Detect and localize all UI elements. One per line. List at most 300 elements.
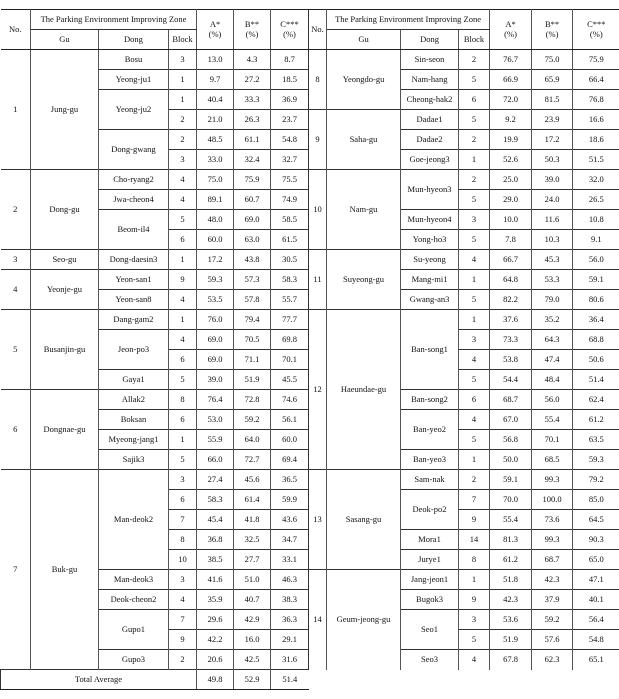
- block-number: 9: [169, 270, 197, 290]
- value-c: 61.2: [573, 410, 619, 430]
- block-number: 3: [169, 50, 197, 70]
- value-c: 58.3: [271, 270, 309, 290]
- zone-number: 12: [309, 310, 327, 470]
- zone-number: 8: [309, 50, 327, 110]
- value-b: 73.6: [532, 510, 573, 530]
- value-a: 42.2: [197, 630, 234, 650]
- value-b: 55.4: [532, 410, 573, 430]
- value-a: 76.4: [197, 390, 234, 410]
- value-a: 10.0: [490, 210, 532, 230]
- dong-name: Yeong-ju1: [99, 70, 169, 90]
- value-b: 47.4: [532, 350, 573, 370]
- block-number: 3: [169, 150, 197, 170]
- value-a: 76.7: [490, 50, 532, 70]
- value-c: 30.5: [271, 250, 309, 270]
- value-a: 59.1: [490, 470, 532, 490]
- gu-name: Seo-gu: [31, 250, 99, 270]
- dong-name: Mang-mi1: [401, 270, 459, 290]
- dong-name: Yeon-san1: [99, 270, 169, 290]
- value-c: 59.9: [271, 490, 309, 510]
- block-number: 4: [169, 170, 197, 190]
- value-c: 43.6: [271, 510, 309, 530]
- value-a: 20.6: [197, 650, 234, 670]
- block-number: 1: [459, 570, 490, 590]
- dong-name: Ban-song2: [401, 390, 459, 410]
- header-no-left: No.: [1, 10, 31, 50]
- value-c: 45.5: [271, 370, 309, 390]
- value-b: 72.8: [234, 390, 271, 410]
- value-c: 61.5: [271, 230, 309, 250]
- value-a: 9.7: [197, 70, 234, 90]
- dong-name: Dang-gam2: [99, 310, 169, 330]
- value-c: 85.0: [573, 490, 619, 510]
- dong-name: Gwang-an3: [401, 290, 459, 310]
- value-b: 61.1: [234, 130, 271, 150]
- value-a: 29.0: [490, 190, 532, 210]
- dong-name: Sam-nak: [401, 470, 459, 490]
- parking-zone-table-container: [0, 9, 619, 690]
- block-number: 4: [459, 350, 490, 370]
- dong-name: Gaya1: [99, 370, 169, 390]
- gu-name: Dong-gu: [31, 170, 99, 250]
- total-average-b: 52.9: [234, 670, 271, 690]
- dong-name: Dong-gwang: [99, 130, 169, 170]
- header-a-left: A* (%): [197, 10, 234, 50]
- value-a: 69.0: [197, 350, 234, 370]
- value-c: 33.1: [271, 550, 309, 570]
- table-header: [1, 10, 619, 50]
- block-number: 3: [459, 330, 490, 350]
- zone-number: 2: [1, 170, 31, 250]
- block-number: 2: [169, 130, 197, 150]
- dong-name: Nam-hang: [401, 70, 459, 90]
- value-c: 60.0: [271, 430, 309, 450]
- dong-name: Allak2: [99, 390, 169, 410]
- value-c: 74.9: [271, 190, 309, 210]
- dong-name: Beom-il4: [99, 210, 169, 250]
- block-number: 4: [169, 290, 197, 310]
- block-number: 2: [459, 470, 490, 490]
- block-number: 4: [459, 650, 490, 670]
- block-number: 1: [459, 310, 490, 330]
- dong-name: Su-yeong: [401, 250, 459, 270]
- value-b: 51.9: [234, 370, 271, 390]
- value-a: 70.0: [490, 490, 532, 510]
- gu-name: Sasang-gu: [327, 470, 401, 570]
- value-c: 62.4: [573, 390, 619, 410]
- value-a: 64.8: [490, 270, 532, 290]
- value-b: 43.8: [234, 250, 271, 270]
- value-c: 34.7: [271, 530, 309, 550]
- table-row: [1, 170, 619, 190]
- value-a: 29.6: [197, 610, 234, 630]
- table-row: [1, 250, 619, 270]
- value-b: 56.0: [532, 390, 573, 410]
- block-number: 1: [169, 430, 197, 450]
- dong-name: Man-deok2: [99, 470, 169, 570]
- block-number: 9: [459, 510, 490, 530]
- value-a: 53.8: [490, 350, 532, 370]
- total-average-c: 51.4: [271, 670, 309, 690]
- value-b: 48.4: [532, 370, 573, 390]
- value-b: 41.8: [234, 510, 271, 530]
- value-b: 45.6: [234, 470, 271, 490]
- value-a: 48.5: [197, 130, 234, 150]
- gu-name: Busanjin-gu: [31, 310, 99, 390]
- block-number: 6: [459, 90, 490, 110]
- value-a: 72.0: [490, 90, 532, 110]
- value-c: 79.2: [573, 470, 619, 490]
- value-b: 51.0: [234, 570, 271, 590]
- value-a: 55.4: [490, 510, 532, 530]
- value-b: 27.2: [234, 70, 271, 90]
- value-b: 37.9: [532, 590, 573, 610]
- block-number: 4: [459, 410, 490, 430]
- value-a: 45.4: [197, 510, 234, 530]
- block-number: 5: [459, 110, 490, 130]
- parking-zone-table: [0, 9, 619, 690]
- value-b: 57.8: [234, 290, 271, 310]
- block-number: 3: [459, 210, 490, 230]
- zone-number: 6: [1, 390, 31, 470]
- value-c: 56.0: [573, 250, 619, 270]
- dong-name: Dong-daesin3: [99, 250, 169, 270]
- value-b: 62.3: [532, 650, 573, 670]
- block-number: 5: [459, 630, 490, 650]
- dong-name: Ban-yeo3: [401, 450, 459, 470]
- value-a: 48.0: [197, 210, 234, 230]
- value-b: 60.7: [234, 190, 271, 210]
- value-a: 25.0: [490, 170, 532, 190]
- block-number: 6: [169, 230, 197, 250]
- block-number: 4: [169, 590, 197, 610]
- header-dong-right: Dong: [401, 30, 459, 50]
- value-a: 66.7: [490, 250, 532, 270]
- block-number: 5: [459, 230, 490, 250]
- table-row: [1, 670, 619, 690]
- header-zone-left: The Parking Environment Improving Zone: [31, 10, 197, 30]
- value-c: 18.5: [271, 70, 309, 90]
- zone-number: 3: [1, 250, 31, 270]
- gu-name: Haeundae-gu: [327, 310, 401, 470]
- value-a: 35.9: [197, 590, 234, 610]
- block-number: 6: [169, 490, 197, 510]
- dong-name: Sin-seon: [401, 50, 459, 70]
- dong-name: Jwa-cheon4: [99, 190, 169, 210]
- header-block-left: Block: [169, 30, 197, 50]
- value-a: 73.3: [490, 330, 532, 350]
- value-b: 32.4: [234, 150, 271, 170]
- block-number: 5: [459, 70, 490, 90]
- block-number: 4: [459, 250, 490, 270]
- block-number: 6: [459, 390, 490, 410]
- value-c: 75.5: [271, 170, 309, 190]
- dong-name: Cho-ryang2: [99, 170, 169, 190]
- zone-number: 11: [309, 250, 327, 310]
- value-b: 4.3: [234, 50, 271, 70]
- value-a: 13.0: [197, 50, 234, 70]
- block-number: 5: [459, 190, 490, 210]
- value-a: 51.9: [490, 630, 532, 650]
- value-c: 9.1: [573, 230, 619, 250]
- value-a: 7.8: [490, 230, 532, 250]
- block-number: 2: [459, 130, 490, 150]
- value-b: 57.6: [532, 630, 573, 650]
- value-b: 65.9: [532, 70, 573, 90]
- table-row: [1, 310, 619, 330]
- value-b: 72.7: [234, 450, 271, 470]
- value-b: 71.1: [234, 350, 271, 370]
- header-c-right: C*** (%): [573, 10, 619, 50]
- value-a: 56.8: [490, 430, 532, 450]
- value-c: 51.5: [573, 150, 619, 170]
- value-c: 26.5: [573, 190, 619, 210]
- block-number: 5: [169, 450, 197, 470]
- value-b: 70.5: [234, 330, 271, 350]
- value-c: 90.3: [573, 530, 619, 550]
- gu-name: Yeonje-gu: [31, 270, 99, 310]
- value-c: 76.8: [573, 90, 619, 110]
- value-b: 75.0: [532, 50, 573, 70]
- header-gu-left: Gu: [31, 30, 99, 50]
- value-b: 57.3: [234, 270, 271, 290]
- dong-name: Dadae1: [401, 110, 459, 130]
- table-row: [1, 470, 619, 490]
- value-b: 26.3: [234, 110, 271, 130]
- gu-name: Saha-gu: [327, 110, 401, 170]
- gu-name: Suyeong-gu: [327, 250, 401, 310]
- block-number: 5: [459, 290, 490, 310]
- block-number: 2: [169, 110, 197, 130]
- value-c: 54.8: [271, 130, 309, 150]
- dong-name: Yong-ho3: [401, 230, 459, 250]
- block-number: 2: [169, 650, 197, 670]
- gu-name: Dongnae-gu: [31, 390, 99, 470]
- dong-name: Jurye1: [401, 550, 459, 570]
- value-a: 69.0: [197, 330, 234, 350]
- block-number: 5: [169, 370, 197, 390]
- value-c: 29.1: [271, 630, 309, 650]
- block-number: 1: [169, 70, 197, 90]
- dong-name: Ban-song1: [401, 310, 459, 390]
- block-number: 2: [459, 170, 490, 190]
- value-c: 65.1: [573, 650, 619, 670]
- value-a: 27.4: [197, 470, 234, 490]
- zone-number: 14: [309, 570, 327, 670]
- zone-number: 7: [1, 470, 31, 670]
- value-b: 69.0: [234, 210, 271, 230]
- header-b-left: B** (%): [234, 10, 271, 50]
- dong-name: Myeong-jang1: [99, 430, 169, 450]
- value-b: 81.5: [532, 90, 573, 110]
- dong-name: Sajik3: [99, 450, 169, 470]
- block-number: 14: [459, 530, 490, 550]
- value-a: 68.7: [490, 390, 532, 410]
- value-c: 59.1: [573, 270, 619, 290]
- value-b: 99.3: [532, 530, 573, 550]
- value-b: 59.2: [234, 410, 271, 430]
- value-b: 50.3: [532, 150, 573, 170]
- dong-name: Goe-jeong3: [401, 150, 459, 170]
- value-c: 32.0: [573, 170, 619, 190]
- value-a: 61.2: [490, 550, 532, 570]
- value-c: 63.5: [573, 430, 619, 450]
- value-b: 27.7: [234, 550, 271, 570]
- dong-name: Mun-hyeon3: [401, 170, 459, 210]
- value-b: 68.7: [532, 550, 573, 570]
- value-b: 59.2: [532, 610, 573, 630]
- block-number: 1: [169, 250, 197, 270]
- value-a: 51.8: [490, 570, 532, 590]
- value-a: 66.0: [197, 450, 234, 470]
- value-a: 21.0: [197, 110, 234, 130]
- value-c: 54.8: [573, 630, 619, 650]
- zone-number: 13: [309, 470, 327, 570]
- value-c: 32.7: [271, 150, 309, 170]
- value-c: 36.5: [271, 470, 309, 490]
- block-number: 1: [459, 150, 490, 170]
- value-b: 63.0: [234, 230, 271, 250]
- value-a: 53.6: [490, 610, 532, 630]
- value-b: 35.2: [532, 310, 573, 330]
- value-a: 40.4: [197, 90, 234, 110]
- value-b: 42.5: [234, 650, 271, 670]
- value-b: 24.0: [532, 190, 573, 210]
- value-a: 38.5: [197, 550, 234, 570]
- block-number: 10: [169, 550, 197, 570]
- value-c: 8.7: [284, 53, 295, 64]
- value-a: 9.2: [490, 110, 532, 130]
- value-c: 77.7: [271, 310, 309, 330]
- block-number: 5: [459, 370, 490, 390]
- block-number: 3: [169, 570, 197, 590]
- value-a: 36.8: [197, 530, 234, 550]
- block-number: 1: [459, 270, 490, 290]
- block-number: 6: [169, 410, 197, 430]
- block-number: 8: [459, 550, 490, 570]
- value-c: 80.6: [573, 290, 619, 310]
- value-c: 59.3: [573, 450, 619, 470]
- value-c: 36.9: [271, 90, 309, 110]
- value-a: 19.9: [490, 130, 532, 150]
- gu-name: Buk-gu: [31, 470, 99, 670]
- value-c: 31.6: [271, 650, 309, 670]
- value-a: 33.0: [197, 150, 234, 170]
- dong-name: Seo1: [401, 610, 459, 650]
- block-number: 1: [169, 310, 197, 330]
- value-c: 55.7: [271, 290, 309, 310]
- dong-name: Yeon-san8: [99, 290, 169, 310]
- block-number: 3: [459, 610, 490, 630]
- dong-name: Jeon-po3: [99, 330, 169, 370]
- value-b: 16.0: [234, 630, 271, 650]
- value-c: 66.4: [573, 70, 619, 90]
- value-b: 39.0: [532, 170, 573, 190]
- header-a-right: A* (%): [490, 10, 532, 50]
- value-a: 59.3: [197, 270, 234, 290]
- value-a: 39.0: [197, 370, 234, 390]
- block-number: 4: [169, 190, 197, 210]
- value-c: 50.6: [573, 350, 619, 370]
- value-c: 74.6: [271, 390, 309, 410]
- value-c: 38.3: [271, 590, 309, 610]
- dong-name: Seo3: [401, 650, 459, 670]
- zone-number: 9: [309, 110, 327, 170]
- value-b: 23.9: [532, 110, 573, 130]
- header-dong-left: Dong: [99, 30, 169, 50]
- value-a: 89.1: [197, 190, 234, 210]
- dong-name: Jang-jeon1: [401, 570, 459, 590]
- value-c: 58.5: [271, 210, 309, 230]
- dong-name: Cheong-hak2: [401, 90, 459, 110]
- gu-name: Geum-jeong-gu: [327, 570, 401, 670]
- dong-name: Mun-hyeon4: [401, 210, 459, 230]
- value-a: 67.8: [490, 650, 532, 670]
- value-c: 47.1: [573, 570, 619, 590]
- value-a: 60.0: [197, 230, 234, 250]
- dong-name: Gupo1: [99, 610, 169, 650]
- value-b: 75.9: [234, 170, 271, 190]
- value-c: 75.9: [588, 53, 604, 64]
- block-number: 8: [169, 390, 197, 410]
- value-b: 10.3: [532, 230, 573, 250]
- block-number: 3: [169, 470, 197, 490]
- dong-name: Bosu: [99, 50, 169, 70]
- value-a: 52.6: [490, 150, 532, 170]
- total-average-label: Total Average: [1, 670, 197, 690]
- value-c: 51.4: [573, 370, 619, 390]
- block-number: 9: [169, 630, 197, 650]
- header-no-right: No.: [309, 10, 327, 50]
- value-c: 16.6: [573, 110, 619, 130]
- block-number: 6: [169, 350, 197, 370]
- value-b: 99.3: [532, 470, 573, 490]
- dong-name: Bugok3: [401, 590, 459, 610]
- value-b: 70.1: [532, 430, 573, 450]
- value-b: 32.5: [234, 530, 271, 550]
- value-c: 36.4: [573, 310, 619, 330]
- value-a: 58.3: [197, 490, 234, 510]
- value-b: 11.6: [532, 210, 573, 230]
- value-c: 69.4: [271, 450, 309, 470]
- block-number: 4: [169, 330, 197, 350]
- value-a: 81.3: [490, 530, 532, 550]
- value-a: 75.0: [197, 170, 234, 190]
- value-c: 46.3: [271, 570, 309, 590]
- value-a: 41.6: [197, 570, 234, 590]
- header-c-left: C*** (%): [271, 10, 309, 50]
- total-average-a: 49.8: [197, 670, 234, 690]
- block-number: 1: [169, 90, 197, 110]
- table-body: [1, 50, 619, 690]
- zone-number: 5: [1, 310, 31, 390]
- dong-name: Gupo3: [99, 650, 169, 670]
- value-b: 40.7: [234, 590, 271, 610]
- value-a: 53.5: [197, 290, 234, 310]
- block-number: 7: [169, 610, 197, 630]
- value-a: 55.9: [197, 430, 234, 450]
- value-a: 66.9: [490, 70, 532, 90]
- dong-name: Deok-cheon2: [99, 590, 169, 610]
- value-a: 53.0: [197, 410, 234, 430]
- value-c: 65.0: [573, 550, 619, 570]
- block-number: 5: [169, 210, 197, 230]
- block-number: 5: [459, 430, 490, 450]
- value-b: 64.0: [234, 430, 271, 450]
- value-b: 61.4: [234, 490, 271, 510]
- dong-name: Ban-yeo2: [401, 410, 459, 450]
- value-a: 42.3: [490, 590, 532, 610]
